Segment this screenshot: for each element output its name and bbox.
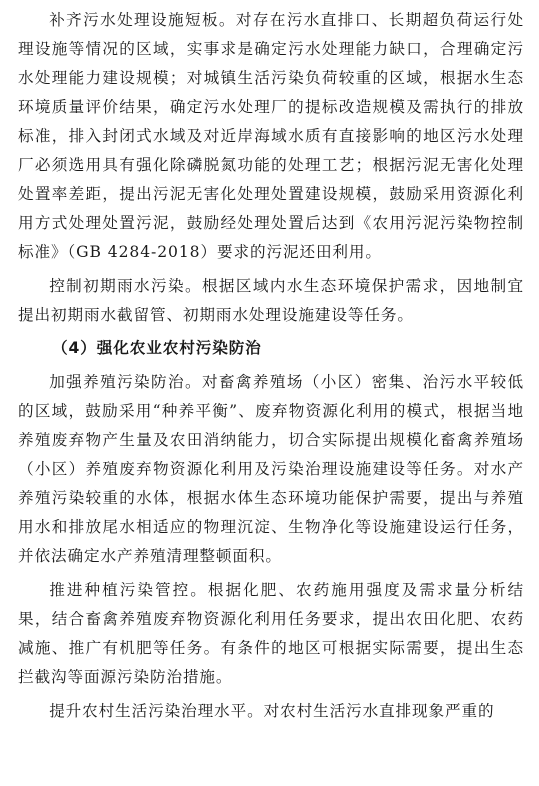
section-heading: （4）强化农业农村污染防治 (52, 339, 262, 357)
paragraph-planting-pollution: 推进种植污染管控。根据化肥、农药施用强度及需求量分析结果，结合畜禽养殖废弃物资源化利用任务要求，提出农田化肥、农药减施、推广有机肥等任务。有条件的地区可根据实际需要，提出生态拦截沟等面源污染防治措施。 (18, 581, 524, 686)
paragraph-sewage-treatment: 补齐污水处理设施短板。对存在污水直排口、长期超负荷运行处理设施等情况的区域，实事求是确定污水处理能力缺口，合理确定污水处理能力建设规模；对城镇生活污染负荷较重的区域，根据水生态环境质量评价结果，确定污水处理厂的提标改造规模及需执行的排放标准，排入封闭式水域及对近岸海域水质有直接影响的地区污水处理厂必须选用具有强化除磷脱氮功能的处理工艺；根据污泥无害化处理处置率差距，提出污泥无害化处理处置建设规模，鼓励采用资源化利用方式处理处置污泥，鼓励经处理处置后达到《农用污泥污染物控制标准》（GB 4284-2018）要求的污泥还田利用。 (18, 11, 524, 261)
paragraph-rural-domestic-pollution: 提升农村生活污染治理水平。对农村生活污水直排现象严重的 (49, 702, 495, 720)
document-page (18, 6, 524, 726)
paragraph-livestock-pollution: 加强养殖污染防治。对畜禽养殖场（小区）密集、治污水平较低的区域，鼓励采用“种养平衡”、废弃物资源化利用的模式，根据当地养殖废弃物产生量及农田消纳能力，切合实际提出规模化畜禽养殖场（小区）养殖废弃物资源化利用及污染治理设施建设等任务。对水产养殖污染较重的水体，根据水体生态环境功能保护需要，提出与养殖用水和排放尾水相适应的物理沉淀、生物净化等设施建设运行任务，并依法确定水产养殖清理整顿面积。 (18, 373, 524, 565)
paragraph-initial-rainwater: 控制初期雨水污染。根据区域内水生态环境保护需求，因地制宜提出初期雨水截留管、初期雨水处理设施建设等任务。 (18, 277, 524, 324)
